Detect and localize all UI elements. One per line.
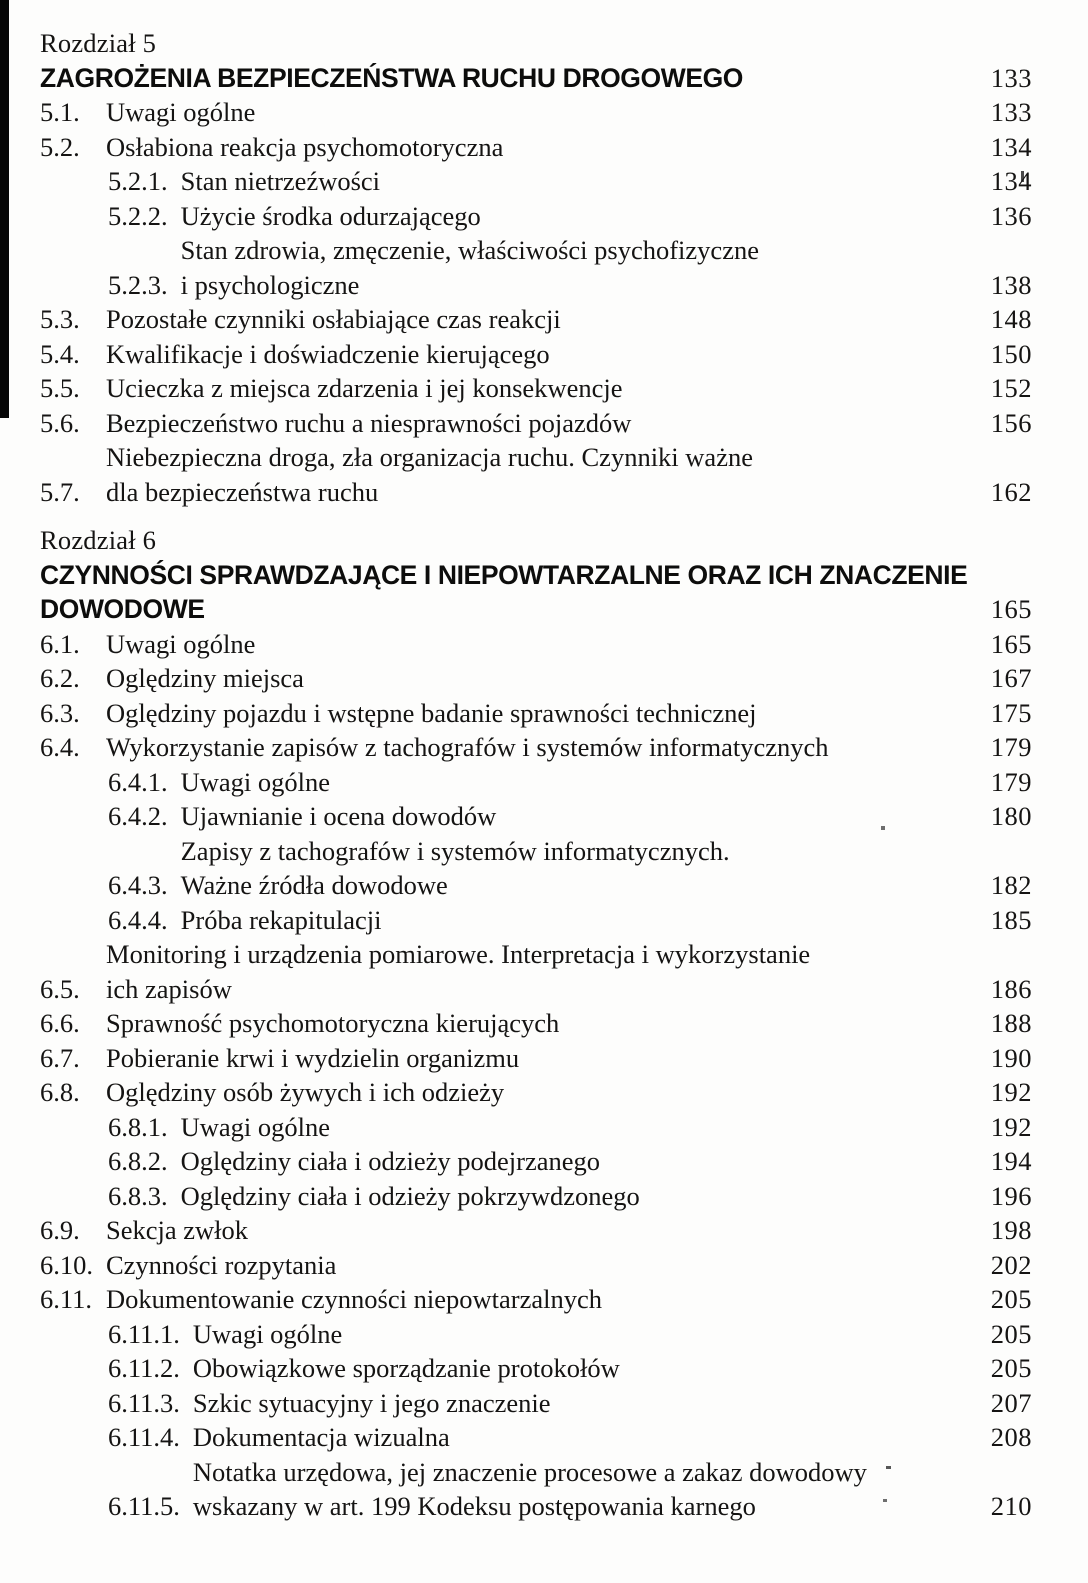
entry-text xyxy=(106,1248,970,1283)
entry-number: 6.4.1. xyxy=(108,766,168,797)
entry-text-line: Oględziny miejsca xyxy=(106,663,304,693)
entry-number: 5.3. xyxy=(40,304,80,334)
entry-text xyxy=(193,1351,970,1386)
entry-text-line: i psychologiczne xyxy=(180,269,360,300)
toc-entry xyxy=(40,1075,1032,1110)
page-number: 148 xyxy=(990,304,1032,334)
toc-entry xyxy=(108,799,1032,834)
entry-text-line: Sekcja zwłok xyxy=(106,1215,249,1245)
toc-entry xyxy=(108,164,1032,199)
entry-text-line: Szkic sytuacyjny i jego znaczenie xyxy=(192,1387,551,1418)
chapter-title-row xyxy=(40,558,1032,627)
entry-text xyxy=(181,799,970,834)
chapter-title-row xyxy=(40,61,1032,96)
chapter-title-line: CZYNNOŚCI SPRAWDZAJĄCE I NIEPOWTARZALNE ORAZ ICH ZNACZENIE xyxy=(40,559,968,590)
toc-entry xyxy=(40,302,1032,337)
toc-entry xyxy=(40,937,1032,1006)
entry-text-line: Bezpieczeństwo ruchu a niesprawności pojazdów xyxy=(106,407,632,438)
page-number: 167 xyxy=(990,663,1032,693)
entry-text-line: Użycie środka odurzającego xyxy=(180,200,481,231)
page-number: 185 xyxy=(990,904,1032,935)
entry-text xyxy=(193,1317,970,1352)
page-number: 208 xyxy=(990,1422,1032,1452)
entry-text-line: Oględziny ciała i odzieży podejrzanego xyxy=(180,1146,601,1176)
toc-entry xyxy=(40,1248,1032,1283)
page-number: 136 xyxy=(990,200,1032,231)
entry-text-line: Stan nietrzeźwości xyxy=(180,166,381,196)
entry-text xyxy=(193,1420,970,1455)
entry-number: 5.6. xyxy=(40,407,80,438)
entry-number: 6.8.2. xyxy=(108,1146,168,1176)
entry-text-line: Zapisy z tachografów i systemów informatycznych. xyxy=(180,835,730,866)
toc-entry xyxy=(40,1006,1032,1041)
entry-text-line: Ucieczka z miejsca zdarzenia i jej konsekwencje xyxy=(106,373,623,403)
chapter-label-row xyxy=(40,26,1032,61)
entry-text-line: ich zapisów xyxy=(106,973,232,1004)
entry-text xyxy=(106,406,970,441)
page-number: 180 xyxy=(990,801,1032,831)
page-number: 179 xyxy=(990,732,1032,762)
toc-entry xyxy=(108,1351,1032,1386)
entry-text xyxy=(106,371,970,406)
page-number: 134 xyxy=(990,166,1032,196)
entry-text xyxy=(106,130,970,165)
entry-number: 5.7. xyxy=(40,476,80,507)
entry-text xyxy=(106,1282,970,1317)
entry-text xyxy=(181,199,970,234)
entry-text xyxy=(106,696,970,731)
entry-text-line: Stan zdrowia, zmęczenie, właściwości psychofizyczne xyxy=(180,235,759,265)
toc-entry xyxy=(40,130,1032,165)
toc-entry xyxy=(108,233,1032,302)
chapter-block xyxy=(40,523,1032,1524)
toc-entry xyxy=(108,765,1032,800)
entry-text xyxy=(193,1386,970,1421)
entry-text xyxy=(106,937,970,1006)
entry-number: 6.1. xyxy=(40,628,80,659)
entry-text xyxy=(106,1006,970,1041)
page-number: 192 xyxy=(990,1077,1032,1107)
page-number: 134 xyxy=(990,131,1032,162)
entry-number: 6.11. xyxy=(40,1284,93,1314)
entry-text xyxy=(181,1179,970,1214)
entry-number: 6.3. xyxy=(40,697,80,728)
page-number: 205 xyxy=(990,1284,1032,1314)
page-number: 205 xyxy=(990,1318,1032,1349)
entry-text xyxy=(106,661,970,696)
entry-number: 5.1. xyxy=(40,97,80,127)
entry-text-line: Osłabiona reakcja psychomotoryczna xyxy=(106,131,504,162)
entry-text-line: Uwagi ogólne xyxy=(180,766,331,797)
toc-entry xyxy=(40,696,1032,731)
page-number: 190 xyxy=(990,1042,1032,1073)
entry-text-line: Ujawnianie i ocena dowodów xyxy=(180,801,497,831)
toc-entry xyxy=(40,406,1032,441)
entry-text-line: dla bezpieczeństwa ruchu xyxy=(106,476,379,507)
page-number: 162 xyxy=(990,476,1032,507)
page-number: 179 xyxy=(990,766,1032,797)
entry-number: 6.11.3. xyxy=(108,1387,180,1418)
page-number: 198 xyxy=(990,1215,1032,1245)
entry-text-line: Uwagi ogólne xyxy=(106,97,256,127)
entry-text-line: Ważne źródła dowodowe xyxy=(180,870,448,900)
toc-entry xyxy=(40,661,1032,696)
page-number: 150 xyxy=(990,338,1032,369)
entry-text-line: Wykorzystanie zapisów z tachografów i systemów informatycznych xyxy=(106,732,829,762)
toc-entry xyxy=(40,440,1032,509)
entry-text-line: Kwalifikacje i doświadczenie kierującego xyxy=(106,338,550,369)
entry-number: 6.11.1. xyxy=(108,1318,180,1349)
toc-entry xyxy=(40,627,1032,662)
toc-entry xyxy=(108,1420,1032,1455)
toc-entry xyxy=(40,371,1032,406)
entry-number: 6.9. xyxy=(40,1215,80,1245)
toc-entry xyxy=(40,730,1032,765)
entry-number: 6.10. xyxy=(40,1249,93,1280)
entry-text-line: wskazany w art. 199 Kodeksu postępowania karnego xyxy=(192,1491,756,1521)
page-number: 188 xyxy=(990,1008,1032,1038)
entry-number: 6.4.3. xyxy=(108,870,168,900)
entry-number: 5.4. xyxy=(40,338,80,369)
page-number: 138 xyxy=(990,269,1032,300)
entry-text xyxy=(181,765,970,800)
entry-number: 6.2. xyxy=(40,663,80,693)
entry-text xyxy=(106,1041,970,1076)
entry-text xyxy=(181,233,970,302)
entry-number: 6.11.2. xyxy=(108,1353,180,1383)
entry-text xyxy=(181,1110,970,1145)
entry-text-line: Oględziny ciała i odzieży pokrzywdzonego xyxy=(180,1180,640,1211)
entry-text-line: Uwagi ogólne xyxy=(192,1318,343,1349)
page-number: 186 xyxy=(990,973,1032,1004)
entry-text-line: Uwagi ogólne xyxy=(180,1111,331,1142)
toc-entry xyxy=(108,1144,1032,1179)
toc-entry xyxy=(108,199,1032,234)
entry-text-line: Czynności rozpytania xyxy=(106,1249,337,1280)
page-number: 202 xyxy=(990,1249,1032,1280)
entry-text-line: Oględziny osób żywych i ich odzieży xyxy=(106,1077,505,1107)
page-number: 175 xyxy=(990,697,1032,728)
entry-text xyxy=(181,834,970,903)
entry-number: 6.11.4. xyxy=(108,1422,180,1452)
entry-number: 6.6. xyxy=(40,1008,80,1038)
entry-text xyxy=(106,1213,970,1248)
entry-text xyxy=(181,164,970,199)
chapter-title-line: DOWODOWE xyxy=(40,594,205,624)
entry-text-line: Sprawność psychomotoryczna kierujących xyxy=(106,1008,560,1038)
page-number: 133 xyxy=(990,97,1032,127)
page-number: 182 xyxy=(990,870,1032,900)
chapter-block xyxy=(40,26,1032,509)
entry-text xyxy=(106,440,970,509)
page-number: 194 xyxy=(990,1146,1032,1176)
toc-entry xyxy=(108,1386,1032,1421)
page-number: 205 xyxy=(990,1353,1032,1383)
entry-text-line: Dokumentacja wizualna xyxy=(192,1422,450,1452)
toc-entry xyxy=(108,903,1032,938)
entry-text xyxy=(106,95,970,130)
toc-entry xyxy=(40,1282,1032,1317)
toc-content xyxy=(40,26,1032,1524)
toc-entry xyxy=(108,834,1032,903)
entry-text-line: Obowiązkowe sporządzanie protokołów xyxy=(192,1353,620,1383)
chapter-label-row xyxy=(40,523,1032,558)
entry-text xyxy=(106,1075,970,1110)
page-number: 210 xyxy=(990,1491,1032,1521)
entry-number: 5.2.1. xyxy=(108,166,168,196)
chapter-title-line: ZAGROŻENIA BEZPIECZEŃSTWA RUCHU DROGOWEGO xyxy=(40,62,744,93)
toc-entry xyxy=(108,1179,1032,1214)
toc-entry xyxy=(40,1213,1032,1248)
entry-text-line: Próba rekapitulacji xyxy=(180,904,382,935)
scan-edge-bar xyxy=(0,0,9,418)
entry-text-line: Uwagi ogólne xyxy=(106,628,256,659)
entry-number: 6.11.5. xyxy=(108,1491,180,1521)
chapter-title xyxy=(40,558,970,627)
entry-text xyxy=(106,730,970,765)
entry-number: 6.8.1. xyxy=(108,1111,168,1142)
chapter-label: Rozdział 6 xyxy=(40,525,157,555)
page-number: 196 xyxy=(990,1180,1032,1211)
entry-text xyxy=(181,903,970,938)
entry-text xyxy=(181,1144,970,1179)
entry-number: 5.2.3. xyxy=(108,269,168,300)
entry-number: 6.4. xyxy=(40,732,80,762)
entry-number: 6.8.3. xyxy=(108,1180,168,1211)
chapter-label: Rozdział 5 xyxy=(40,28,157,58)
toc-entry xyxy=(108,1317,1032,1352)
toc-entry xyxy=(108,1110,1032,1145)
entry-number: 5.5. xyxy=(40,373,80,403)
chapter-title xyxy=(40,61,970,96)
toc-entry xyxy=(40,95,1032,130)
entry-number: 6.4.4. xyxy=(108,904,168,935)
entry-number: 6.8. xyxy=(40,1077,80,1107)
entry-text-line: Monitoring i urządzenia pomiarowe. Interpretacja i wykorzystanie xyxy=(106,939,811,969)
entry-text-line: Pozostałe czynniki osłabiające czas reakcji xyxy=(106,304,561,334)
page-number: 133 xyxy=(990,62,1032,93)
entry-number: 6.5. xyxy=(40,973,80,1004)
page-number: 152 xyxy=(990,373,1032,403)
entry-text-line: Notatka urzędowa, jej znaczenie procesowe a zakaz dowodowy xyxy=(192,1456,867,1487)
entry-text xyxy=(193,1455,970,1524)
entry-text-line: Dokumentowanie czynności niepowtarzalnych xyxy=(106,1284,602,1314)
entry-text-line: Niebezpieczna droga, zła organizacja ruchu. Czynniki ważne xyxy=(106,442,753,472)
page-number: 207 xyxy=(990,1387,1032,1418)
entry-text xyxy=(106,337,970,372)
page-number: 165 xyxy=(990,594,1032,624)
entry-number: 5.2.2. xyxy=(108,200,168,231)
toc-entry xyxy=(108,1455,1032,1524)
page-number: 165 xyxy=(990,628,1032,659)
toc-entry xyxy=(40,337,1032,372)
entry-text-line: Oględziny pojazdu i wstępne badanie sprawności technicznej xyxy=(106,697,757,728)
page-number: 192 xyxy=(990,1111,1032,1142)
entry-number: 6.7. xyxy=(40,1042,80,1073)
entry-number: 5.2. xyxy=(40,131,80,162)
page-number: 156 xyxy=(990,407,1032,438)
entry-number: 6.4.2. xyxy=(108,801,168,831)
entry-text-line: Pobieranie krwi i wydzielin organizmu xyxy=(106,1042,520,1073)
entry-text xyxy=(106,627,970,662)
entry-text xyxy=(106,302,970,337)
toc-entry xyxy=(40,1041,1032,1076)
